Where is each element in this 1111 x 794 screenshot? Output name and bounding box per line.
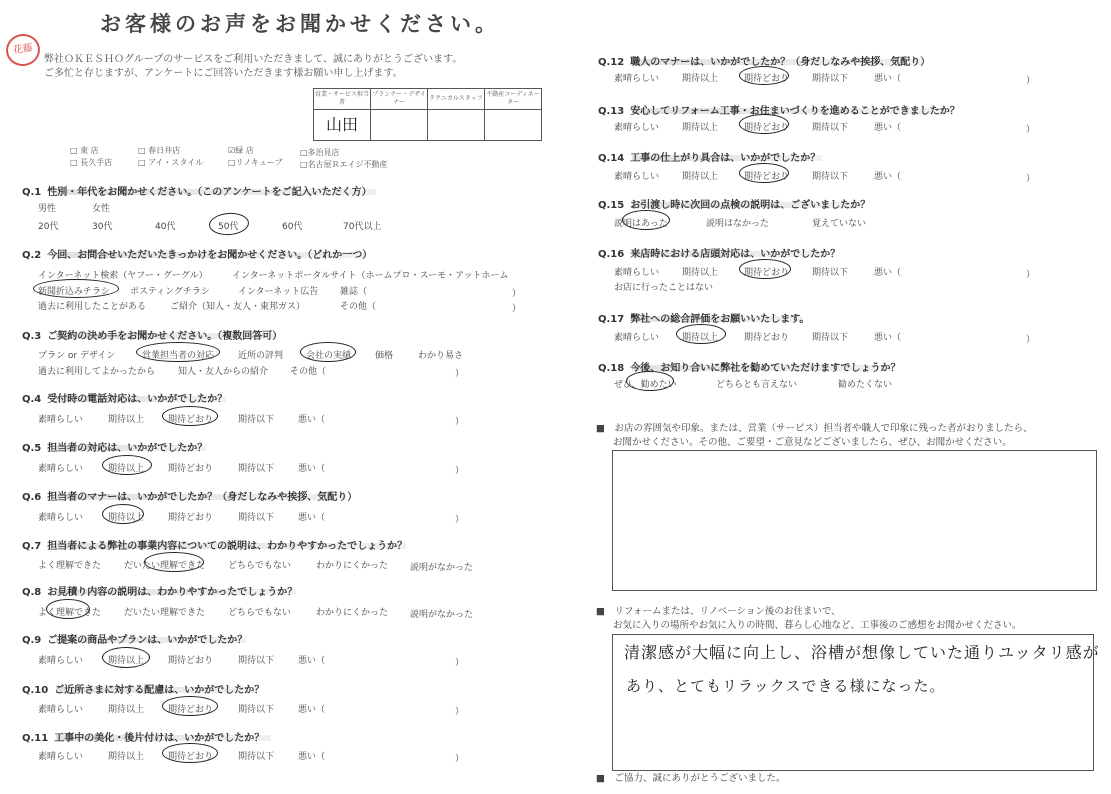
q6-opt-above[interactable]: 期待以上 — [108, 513, 145, 523]
question-q11: Q.11 工事中の美化・後片付けは、いかがでしたか？ — [22, 733, 265, 744]
q2-opt-newspaper[interactable]: 新聞折込みチラシ — [38, 287, 111, 297]
q11-opt-expected[interactable]: 期待どおり — [168, 752, 214, 762]
intro-line-1: 弊社ＯＫＥＳＨＯグループのサービスをご利用いただきまして、誠にありがとうございます。 — [44, 54, 463, 65]
question-q7: Q.7 担当者による弊社の事業内容についての説明は、わかりやすかったでしょうか？ — [22, 541, 408, 552]
q10-opt-excellent[interactable]: 素晴らしい — [38, 705, 84, 715]
q16-opt-expected[interactable]: 期待どおり — [744, 268, 790, 278]
staff-name-technical[interactable] — [428, 110, 485, 141]
q4-opt-bad[interactable]: 悪い（ — [298, 415, 326, 425]
q13-opt-bad[interactable]: 悪い（ — [874, 123, 902, 133]
q13-opt-below[interactable]: 期待以下 — [812, 123, 849, 133]
comment-answer-line-2: あり、とてもリラックスできる様になった。 — [626, 677, 946, 695]
question-q9: Q.9 ご提案の商品やプランは、いかがでしたか？ — [22, 635, 248, 646]
q10-answer-circle — [162, 696, 218, 716]
q18-opt-no[interactable]: 勧めたくない — [838, 380, 893, 390]
question-q13: Q.13 安心してリフォーム工事・お住まいづくりを進めることができましたか？ — [598, 106, 960, 117]
store-higashi[interactable]: □ 東 店 — [70, 146, 99, 155]
q8-opt-well[interactable]: よく理解できた — [38, 608, 102, 618]
q8-answer-circle — [46, 599, 90, 619]
q17-opt-bad-close: ） — [1026, 335, 1036, 345]
q3-opt-plan[interactable]: プラン or デザイン — [38, 351, 116, 361]
q3-opt-past-good[interactable]: 過去に利用してよかったから — [38, 367, 156, 377]
q3-opt-price[interactable]: 価格 — [375, 351, 394, 361]
store-midori[interactable]: ☑緑 店 — [228, 146, 254, 155]
question-q5: Q.5 担当者の対応は、いかがでしたか？ — [22, 443, 208, 454]
question-q2: Q.2 今回、お問合せいただいたきっかけをお聞かせください。（どれか一つ） — [22, 250, 373, 261]
staff-col-realestate: 不動産コーディネーター — [485, 89, 542, 110]
q16-opt-bad[interactable]: 悪い（ — [874, 268, 902, 278]
q2-opt-portal[interactable]: インターネットポータルサイト（ホームプロ・スーモ・アットホーム — [232, 271, 509, 281]
q6-opt-expected[interactable]: 期待どおり — [168, 513, 214, 523]
question-q14: Q.14 工事の仕上がり具合は、いかがでしたか？ — [598, 153, 821, 164]
q9-opt-below[interactable]: 期待以下 — [238, 656, 275, 666]
q15-opt-dont-remember[interactable]: 覚えていない — [812, 219, 867, 229]
q14-opt-above[interactable]: 期待以上 — [682, 172, 719, 182]
q10-opt-below[interactable]: 期待以下 — [238, 705, 275, 715]
q9-opt-excellent[interactable]: 素晴らしい — [38, 656, 84, 666]
q12-answer-circle — [739, 66, 789, 85]
question-q16: Q.16 来店時における店頭対応は、いかがでしたか？ — [598, 249, 841, 260]
question-q4: Q.4 受付時の電話対応は、いかがでしたか？ — [22, 394, 228, 405]
q5-answer-circle — [102, 455, 152, 475]
q15-answer-circle — [622, 210, 670, 230]
q16-opt-above[interactable]: 期待以上 — [682, 268, 719, 278]
q5-opt-bad[interactable]: 悪い（ — [298, 464, 326, 474]
q14-opt-bad[interactable]: 悪い（ — [874, 172, 902, 182]
q14-opt-excellent[interactable]: 素晴らしい — [614, 172, 660, 182]
company-seal-stamp: 花藤 — [4, 32, 42, 68]
q11-answer-circle — [162, 743, 218, 763]
q3-opt-track-record[interactable]: 会社の実績 — [306, 351, 352, 361]
q17-answer-circle — [676, 324, 726, 344]
q16-opt-bad-close: ） — [1026, 270, 1036, 280]
q5-opt-below[interactable]: 期待以下 — [238, 464, 275, 474]
q9-opt-bad[interactable]: 悪い（ — [298, 656, 326, 666]
store-kasugai[interactable]: □ 春日井店 — [138, 146, 181, 155]
q12-opt-above[interactable]: 期待以上 — [682, 74, 719, 84]
staff-col-sales: 営業・サービス担当者 — [314, 89, 371, 110]
q4-opt-excellent[interactable]: 素晴らしい — [38, 415, 84, 425]
comment-section-2-label-2: お気に入りの場所やお気に入りの時間、暮らし心地など、工事後のご感想をお聞かせください。 — [613, 620, 1022, 631]
q10-opt-expected[interactable]: 期待どおり — [168, 705, 214, 715]
q12-opt-expected[interactable]: 期待どおり — [744, 74, 790, 84]
q8-opt-neutral[interactable]: どちらでもない — [228, 608, 291, 618]
q8-opt-hard[interactable]: わかりにくかった — [316, 608, 389, 618]
staff-table — [313, 88, 542, 141]
intro-line-2: ご多忙と存じますが、アンケートにご回答いただきます様お願い申し上げます。 — [44, 68, 403, 79]
q10-opt-above[interactable]: 期待以上 — [108, 705, 145, 715]
q3-opt-reputation[interactable]: 近所の評判 — [238, 351, 284, 361]
q2-opt-past-user[interactable]: 過去に利用したことがある — [38, 302, 147, 312]
q2-opt-other[interactable]: その他（ — [340, 302, 377, 312]
q1-opt-50s[interactable]: 50代 — [218, 222, 239, 232]
q7-opt-none[interactable]: 説明がなかった — [410, 563, 474, 573]
question-q10: Q.10 ご近所さまに対する配慮は、いかがでしたか？ — [22, 685, 265, 696]
q7-opt-hard[interactable]: わかりにくかった — [316, 561, 389, 571]
store-tajimi[interactable]: □多治見店 — [300, 148, 340, 157]
q3-opt-friend-referral[interactable]: 知人・友人からの紹介 — [178, 367, 269, 377]
q12-opt-below[interactable]: 期待以下 — [812, 74, 849, 84]
staff-col-technical: テクニカルスタッフ — [428, 89, 485, 110]
q5-opt-excellent[interactable]: 素晴らしい — [38, 464, 84, 474]
q13-opt-above[interactable]: 期待以上 — [682, 123, 719, 133]
q9-answer-circle — [102, 647, 150, 668]
q3-opt-other[interactable]: その他（ — [290, 367, 327, 377]
q6-opt-excellent[interactable]: 素晴らしい — [38, 513, 84, 523]
q1-opt-40s[interactable]: 40代 — [155, 222, 176, 232]
q7-opt-well[interactable]: よく理解できた — [38, 561, 102, 571]
q8-opt-none[interactable]: 説明がなかった — [410, 610, 474, 620]
question-q6: Q.6 担当者のマナーは、いかがでしたか？（身だしなみや挨拶、気配り） — [22, 492, 358, 503]
staff-name-planner[interactable] — [371, 110, 428, 141]
q2-opt-magazine-close: ） — [512, 289, 522, 299]
q1-opt-60s[interactable]: 60代 — [282, 222, 303, 232]
question-q3: Q.3 ご契約の決め手をお聞かせください。（複数回答可） — [22, 331, 283, 342]
q18-opt-definitely[interactable]: ぜひ、勧めたい — [614, 380, 677, 390]
q1-opt-20s[interactable]: 20代 — [38, 222, 59, 232]
q18-answer-circle — [626, 371, 674, 391]
q4-opt-bad-close: ） — [455, 417, 465, 427]
q6-opt-below[interactable]: 期待以下 — [238, 513, 275, 523]
q3-opt-sales-rep[interactable]: 営業担当者の対応 — [142, 351, 215, 361]
store-nagakute[interactable]: □ 長久手店 — [70, 158, 113, 167]
q10-opt-bad-close: ） — [455, 707, 465, 717]
q4-opt-below[interactable]: 期待以下 — [238, 415, 275, 425]
comment-section-1-label: ■ お店の雰囲気や印象。または、営業（サービス）担当者や職人で印象に残った者がおりましたら、 — [596, 423, 1033, 434]
staff-col-planner: プランナー・デザイナー — [371, 89, 428, 110]
q17-opt-excellent[interactable]: 素晴らしい — [614, 333, 660, 343]
q14-answer-circle — [739, 163, 789, 183]
q17-opt-below[interactable]: 期待以下 — [812, 333, 849, 343]
q9-opt-expected[interactable]: 期待どおり — [168, 656, 214, 666]
q2-opt-referral[interactable]: ご紹介（知人・友人・東邦ガス） — [170, 302, 306, 312]
q16-answer-circle — [739, 259, 791, 279]
q12-opt-bad[interactable]: 悪い（ — [874, 74, 902, 84]
q14-opt-expected[interactable]: 期待どおり — [744, 172, 790, 182]
q11-opt-below[interactable]: 期待以下 — [238, 752, 275, 762]
question-q1: Q.1 性別・年代をお聞かせください。（このアンケートをご記入いただく方） — [22, 187, 372, 198]
q6-answer-circle — [102, 504, 144, 524]
q11-opt-excellent[interactable]: 素晴らしい — [38, 752, 84, 762]
q10-opt-bad[interactable]: 悪い（ — [298, 705, 326, 715]
question-q17: Q.17 弊社への総合評価をお願いいたします。 — [598, 314, 810, 325]
comment-answer-line-1: 清潔感が大幅に向上し、浴槽が想像していた通りユッタリ感が — [624, 643, 1100, 662]
question-q8: Q.8 お見積り内容の説明は、わかりやすかったでしょうか？ — [22, 587, 298, 598]
q17-opt-above[interactable]: 期待以上 — [682, 333, 719, 343]
q4-answer-circle — [162, 406, 218, 426]
q2-opt-other-close: ） — [512, 304, 522, 314]
store-nagoya-rage[interactable]: □名古屋Ｒエイジ不動産 — [300, 160, 388, 169]
staff-name-realestate[interactable] — [485, 110, 542, 141]
q5-opt-expected[interactable]: 期待どおり — [168, 464, 214, 474]
q14-opt-below[interactable]: 期待以下 — [812, 172, 849, 182]
q1-opt-30s[interactable]: 30代 — [92, 222, 113, 232]
q7-opt-mostly[interactable]: だいたい理解できた — [124, 561, 206, 571]
q11-opt-bad-close: ） — [455, 754, 465, 764]
q4-opt-expected[interactable]: 期待どおり — [168, 415, 214, 425]
q1-opt-male[interactable]: 男性 — [38, 204, 57, 214]
comment-box-1[interactable] — [612, 450, 1097, 591]
q13-opt-excellent[interactable]: 素晴らしい — [614, 123, 660, 133]
q11-opt-bad[interactable]: 悪い（ — [298, 752, 326, 762]
q7-opt-neutral[interactable]: どちらでもない — [228, 561, 291, 571]
q8-opt-mostly[interactable]: だいたい理解できた — [124, 608, 206, 618]
q6-opt-bad[interactable]: 悪い（ — [298, 513, 326, 523]
q2-opt-posting[interactable]: ポスティングチラシ — [130, 287, 210, 297]
comment-section-1-label-2: お聞かせください。その他、ご要望・ご意見などございましたら、ぜひ、お聞かせください。 — [613, 437, 1012, 448]
q18-opt-neutral[interactable]: どちらとも言えない — [716, 380, 798, 390]
page-title: お客様のお声をお聞かせください。 — [100, 12, 500, 36]
q7-answer-circle — [144, 552, 204, 572]
q11-opt-above[interactable]: 期待以上 — [108, 752, 145, 762]
q3-answer-circle-1 — [136, 342, 220, 362]
q3-answer-circle-2 — [300, 342, 356, 362]
q14-opt-bad-close: ） — [1026, 174, 1036, 184]
q3-opt-other-close: ） — [455, 369, 465, 379]
q16-opt-never-visited[interactable]: お店に行ったことはない — [614, 283, 714, 293]
q15-opt-not-explained[interactable]: 説明はなかった — [706, 219, 770, 229]
q16-opt-below[interactable]: 期待以下 — [812, 268, 849, 278]
q6-opt-bad-close: ） — [455, 515, 465, 525]
q9-opt-above[interactable]: 期待以上 — [108, 656, 145, 666]
thanks-note: ■ ご協力、誠にありがとうございました。 — [596, 773, 786, 784]
q12-opt-excellent[interactable]: 素晴らしい — [614, 74, 660, 84]
store-istyle[interactable]: □ アイ・スタイル — [138, 158, 204, 167]
q2-opt-web-ad[interactable]: インターネット広告 — [238, 287, 319, 297]
question-q15: Q.15 お引渡し時に次回の点検の説明は、ございましたか？ — [598, 200, 871, 211]
q2-answer-circle — [33, 279, 119, 298]
q13-opt-bad-close: ） — [1026, 125, 1036, 135]
q1-answer-circle — [208, 212, 249, 237]
question-q12: Q.12 職人のマナーは、いかがでしたか？（身だしなみや挨拶、気配り） — [598, 57, 931, 68]
q1-opt-70s[interactable]: 70代以上 — [343, 222, 382, 232]
q17-opt-expected[interactable]: 期待どおり — [744, 333, 790, 343]
staff-name-sales[interactable]: 山田 — [314, 110, 371, 141]
q13-opt-expected[interactable]: 期待どおり — [744, 123, 790, 133]
q2-opt-search[interactable]: インターネット検索（ヤフー・グーグル） — [38, 271, 208, 281]
q13-answer-circle — [739, 114, 789, 134]
q3-opt-clarity[interactable]: わかり易さ — [418, 351, 464, 361]
q15-opt-explained[interactable]: 説明はあった — [614, 219, 668, 229]
store-renocube[interactable]: □リノキューブ — [228, 158, 283, 167]
q1-opt-female[interactable]: 女性 — [92, 204, 111, 214]
q17-opt-bad[interactable]: 悪い（ — [874, 333, 902, 343]
q9-opt-bad-close: ） — [455, 658, 465, 668]
comment-section-2-label: ■ リフォームまたは、リノベーション後のお住まいで、 — [596, 606, 841, 617]
q16-opt-excellent[interactable]: 素晴らしい — [614, 268, 660, 278]
q2-opt-magazine[interactable]: 雑誌（ — [340, 287, 368, 297]
q5-opt-bad-close: ） — [455, 466, 465, 476]
q5-opt-above[interactable]: 期待以上 — [108, 464, 145, 474]
question-q18: Q.18 今後、お知り合いに弊社を勧めていただけますでしょうか？ — [598, 363, 901, 374]
q4-opt-above[interactable]: 期待以上 — [108, 415, 145, 425]
q12-opt-bad-close: ） — [1026, 76, 1036, 86]
